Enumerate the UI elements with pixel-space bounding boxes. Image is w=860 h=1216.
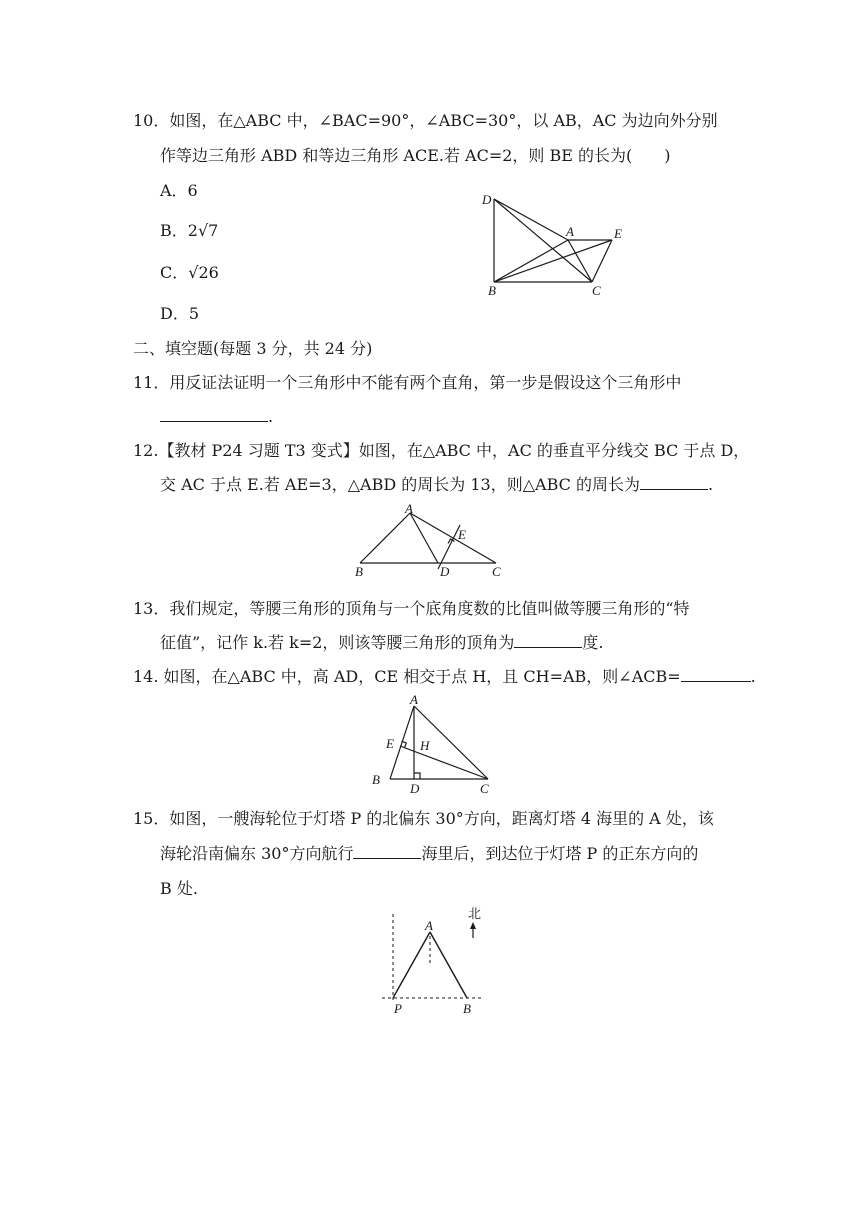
q12-label-c: C (492, 564, 501, 579)
q12-label-b: B (355, 564, 363, 579)
q11-line2-end: . (268, 407, 274, 426)
q15-line1: 15．如图，一艘海轮位于灯塔 P 的北偏东 30°方向，距离灯塔 4 海里的 A 处，该 (133, 809, 714, 828)
q10-seg-ac (568, 240, 592, 282)
section2-title: 二、填空题(每题 3 分，共 24 分) (133, 339, 373, 358)
q15-label-p: P (394, 1001, 402, 1016)
q10-option-a: A．6 (160, 181, 198, 200)
q12-line1: 12.【教材 P24 习题 T3 变式】如图，在△ABC 中，AC 的垂直平分线交 BC 于点 D， (133, 441, 750, 460)
q10-option-d: D．5 (160, 304, 200, 323)
q12-figure (350, 503, 520, 583)
q15-label-north: 北 (468, 906, 482, 921)
q15-north-arrow-head (470, 922, 476, 929)
q15-answer-blank[interactable] (353, 844, 421, 859)
q15-figure (378, 902, 498, 1018)
q11-line2 (160, 406, 273, 428)
q10-option-b: B．2√7 (160, 221, 219, 240)
q15-label-a: A (425, 918, 433, 933)
q10-stem-line2: 作等边三角形 ABD 和等边三角形 ACE.若 AC=2，则 BE 的长为( ) (160, 146, 671, 165)
q15-label-b: B (463, 1001, 471, 1016)
q14-label-b: B (372, 772, 380, 787)
q14-label-d: D (410, 781, 420, 796)
q14-right-angle-d (414, 773, 420, 779)
q11-answer-blank[interactable] (160, 407, 268, 422)
q13-line1: 13．我们规定，等腰三角形的顶角与一个底角度数的比值叫做等腰三角形的“特 (133, 599, 690, 618)
q10-seg-da (494, 199, 568, 240)
q12-line2-text: 交 AC 于点 E.若 AE=3，△ABD 的周长为 13，则△ABC 的周长为 (160, 475, 640, 494)
q12-seg-ba (360, 513, 410, 563)
q10-label-b: B (488, 283, 496, 298)
q14-label-c: C (480, 781, 489, 796)
q14-figure (362, 694, 502, 798)
q10-label-a: A (566, 224, 574, 239)
q10-label-c: C (592, 283, 601, 298)
q14-line1-end: . (750, 667, 756, 686)
q14-answer-blank[interactable] (681, 667, 751, 682)
q15-line3: B 处. (160, 879, 198, 898)
q14-line1-text: 14. 如图，在△ABC 中，高 AD，CE 相交于点 H，且 CH=AB，则∠ACB= (133, 667, 681, 686)
q10-label-e: E (614, 226, 622, 241)
q15-line2-text-a: 海轮沿南偏东 30°方向航行 (160, 844, 354, 863)
q14-label-e: E (386, 736, 394, 751)
q12-line2-end: . (707, 475, 714, 494)
q12-label-d: D (440, 564, 450, 579)
q14-line1 (133, 666, 756, 688)
q10-seg-be (494, 240, 612, 282)
q10-option-c: C．√26 (160, 263, 219, 282)
q15-line2-text-b: 海里后，到达位于灯塔 P 的正东方向的 (421, 844, 699, 863)
q10-seg-ba (494, 240, 568, 282)
q14-altitude-ce (400, 746, 488, 779)
q10-label-d: D (482, 192, 492, 207)
q15-seg-ab (430, 932, 467, 998)
q11-line1: 11．用反证法证明一个三角形中不能有两个直角，第一步是假设这个三角形中 (133, 373, 682, 392)
q13-line2-text: 征值”，记作 k.若 k=2，则该等腰三角形的顶角为 (160, 633, 515, 652)
q15-seg-pa (393, 932, 430, 998)
q10-figure (470, 190, 640, 300)
q14-label-h: H (420, 738, 430, 753)
q13-line2-end: 度. (582, 633, 604, 652)
q13-line2 (160, 632, 604, 654)
q13-answer-blank[interactable] (514, 633, 582, 648)
q10-stem-line1: 10．如图，在△ABC 中，∠BAC=90°，∠ABC=30°，以 AB，AC 为边向外分别 (133, 111, 718, 130)
q12-answer-blank[interactable] (640, 475, 708, 490)
q12-line2 (160, 474, 713, 496)
q12-label-e: E (458, 527, 466, 542)
q15-line2 (160, 843, 698, 865)
q14-label-a: A (410, 692, 418, 707)
q12-label-a: A (405, 501, 413, 516)
